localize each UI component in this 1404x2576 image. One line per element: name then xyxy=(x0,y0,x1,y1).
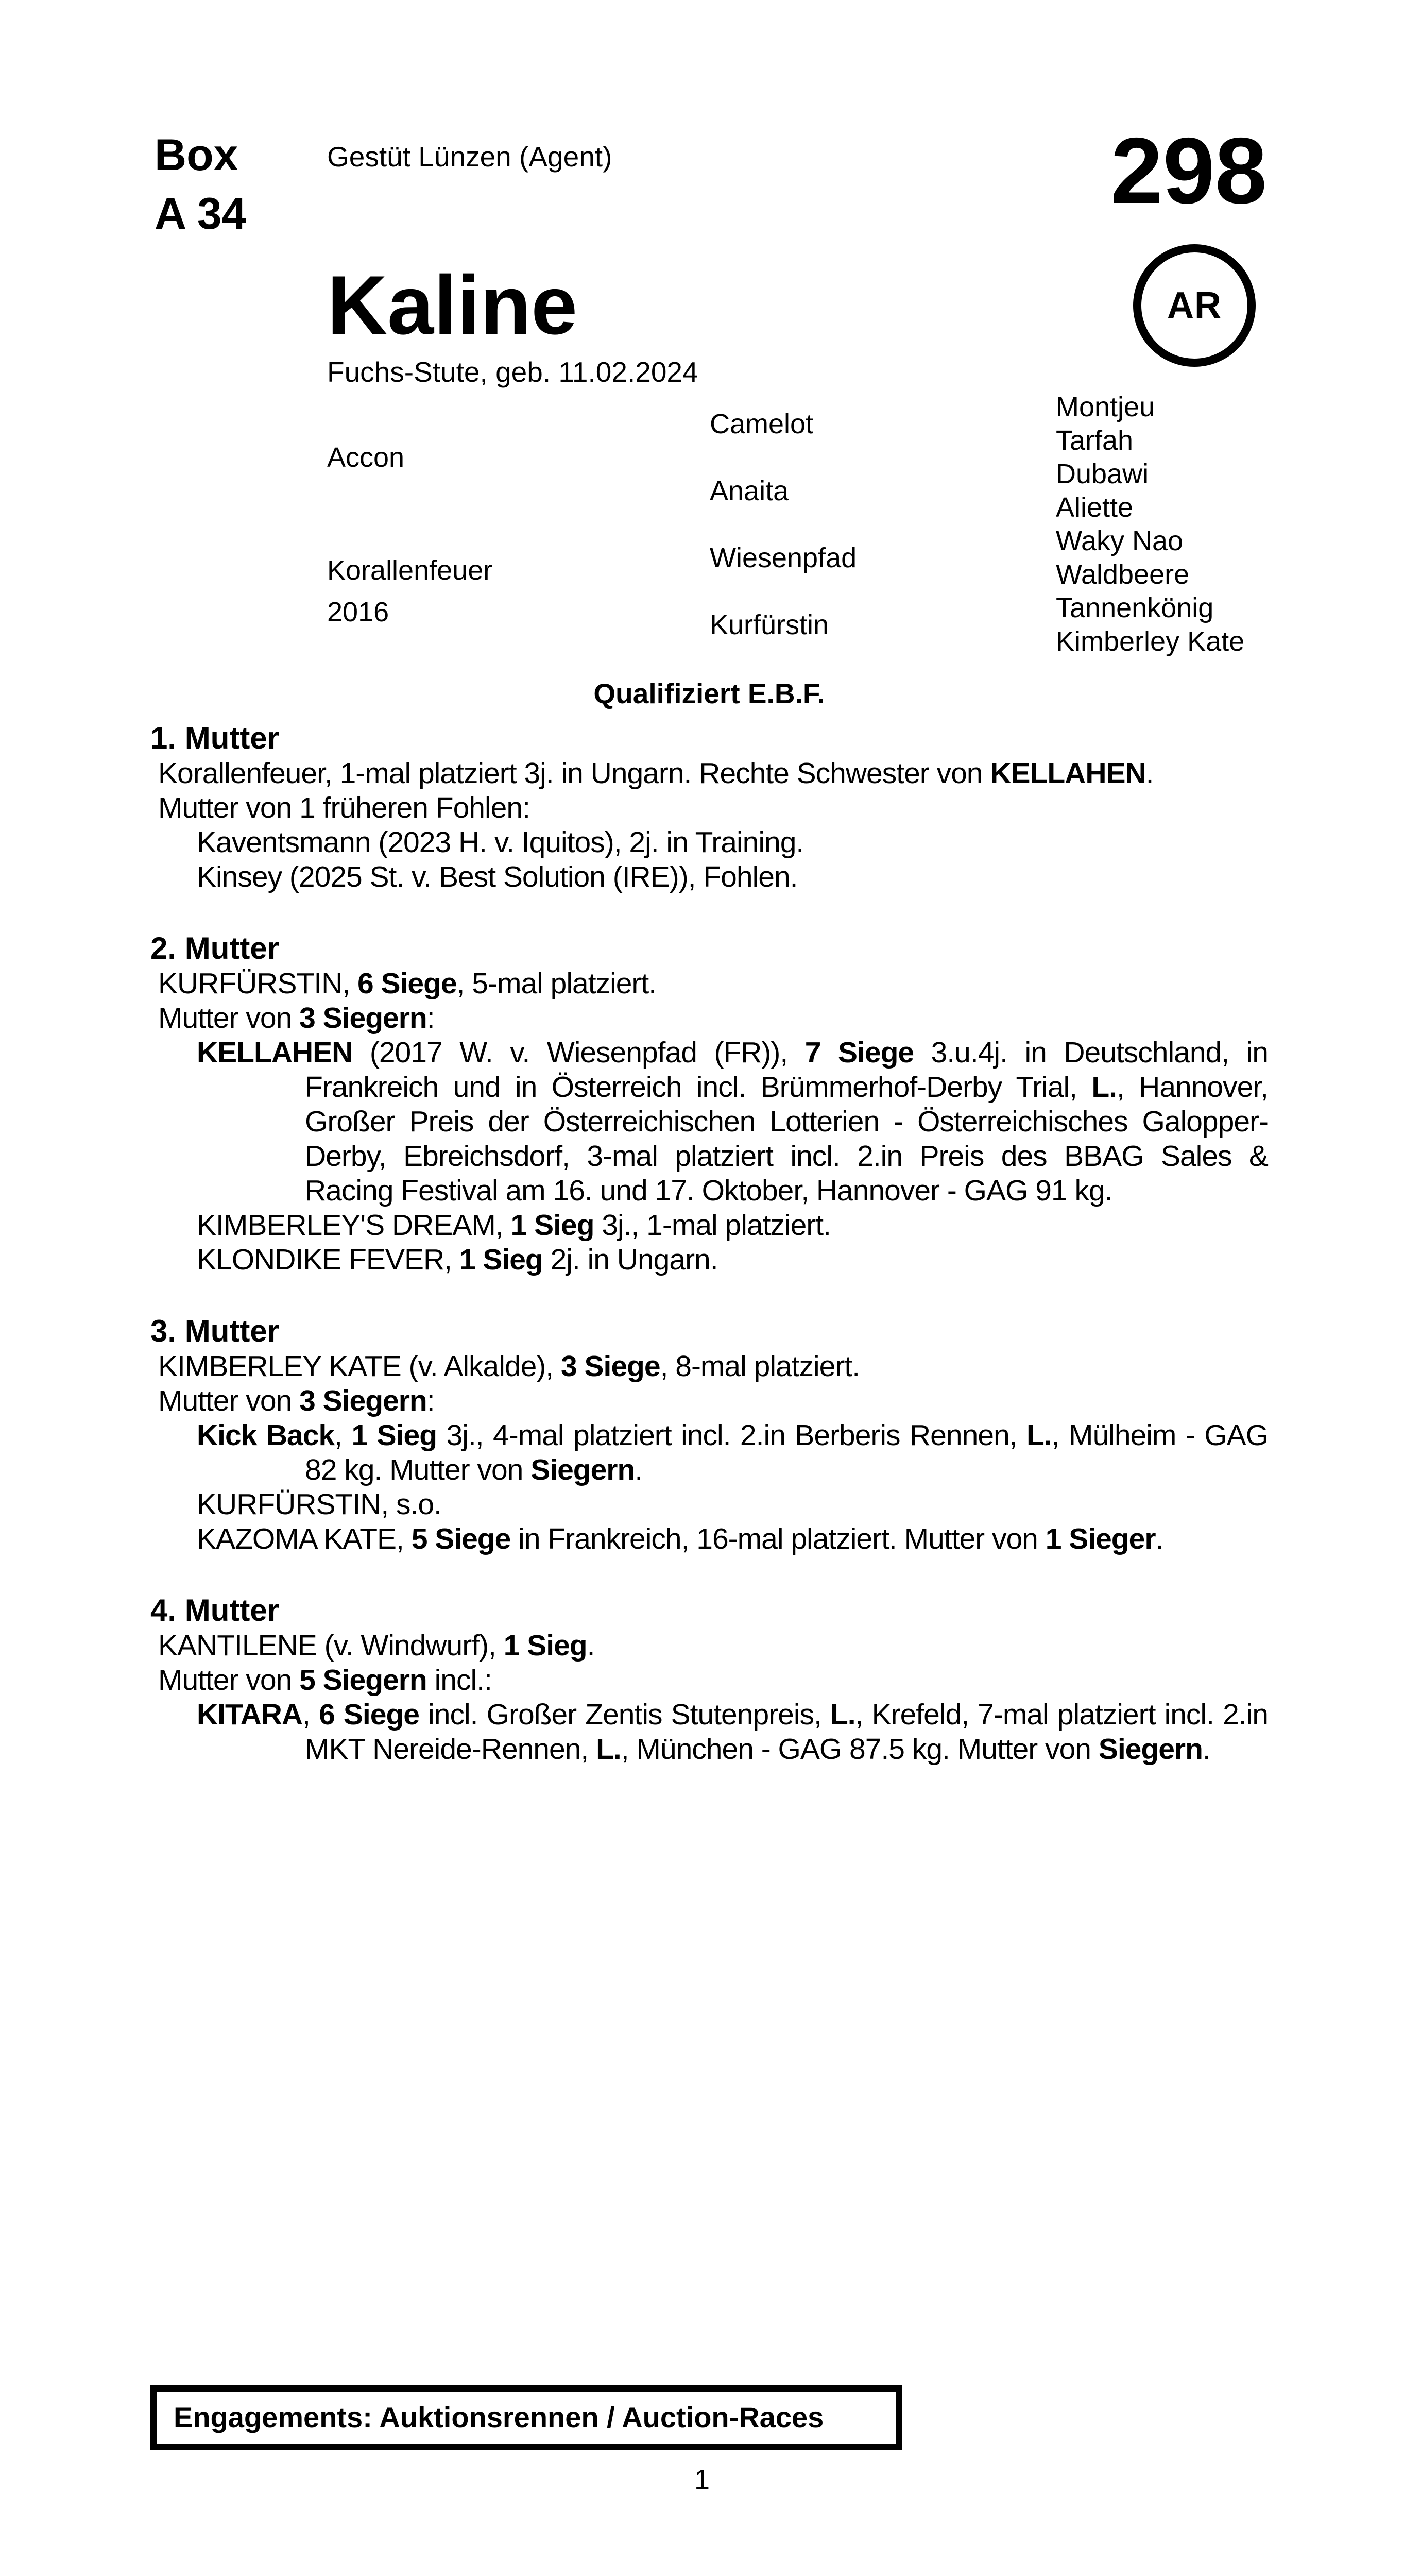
section-paragraph xyxy=(150,1384,1268,1418)
body-text: : xyxy=(426,1384,435,1417)
horse-details: Fuchs-Stute, geb. 11.02.2024 xyxy=(327,356,698,388)
ar-badge xyxy=(1133,244,1256,367)
emphasized-text: 1 Sieg xyxy=(459,1243,543,1276)
pedigree-name: Tannenkönig xyxy=(1056,592,1214,623)
pedigree-gen3-5 xyxy=(1056,558,1270,591)
pedigree-name: Accon xyxy=(327,442,405,473)
body-text: . xyxy=(635,1453,643,1486)
body-text: KIMBERLEY'S DREAM, xyxy=(197,1209,511,1242)
section-paragraph xyxy=(150,756,1268,791)
body-text: , Mülheim - GAG 82 kg. Mutter von xyxy=(305,1419,1268,1486)
pedigree-gen3-4 xyxy=(1056,524,1270,558)
pedigree-gen2-2 xyxy=(710,524,1056,591)
emphasized-text: 1 Sieger xyxy=(1045,1522,1156,1555)
page-number: 1 xyxy=(694,2464,710,2495)
pedigree-gen2-0 xyxy=(710,391,1056,457)
pedigree-name: Waldbeere xyxy=(1056,559,1190,590)
pedigree-gen2-1 xyxy=(710,457,1056,524)
section-paragraph xyxy=(150,791,1268,825)
emphasized-text: 3 Siege xyxy=(560,1350,660,1383)
emphasized-text: L. xyxy=(596,1733,621,1766)
body-text: , München - GAG 87.5 kg. Mutter von xyxy=(621,1733,1099,1766)
body-text: Mutter von xyxy=(158,1002,300,1035)
emphasized-text: 6 Siege xyxy=(357,967,457,1000)
section-heading: 2. Mutter xyxy=(150,931,280,965)
pedigree-name: Waky Nao xyxy=(1056,526,1184,556)
emphasized-text: KELLAHEN xyxy=(990,757,1146,790)
emphasized-text: 7 Siege xyxy=(804,1036,914,1069)
section-paragraph xyxy=(150,1208,1268,1243)
pedigree-chart xyxy=(327,391,1270,658)
section-paragraph xyxy=(150,1663,1268,1698)
body-text: KURFÜRSTIN, xyxy=(158,967,357,1000)
body-text: , xyxy=(334,1419,352,1452)
pedigree-dam xyxy=(327,524,710,658)
body-text: . xyxy=(1155,1522,1163,1555)
body-text: . xyxy=(1145,757,1154,790)
pedigree-gen2-3 xyxy=(710,591,1056,658)
emphasized-text: 6 Siege xyxy=(319,1698,419,1731)
mutter-section xyxy=(150,1313,1268,1556)
body-text: 2j. in Ungarn. xyxy=(542,1243,718,1276)
section-paragraph xyxy=(150,967,1268,1001)
box-number: A 34 xyxy=(155,189,247,239)
mutter-section xyxy=(150,720,1268,894)
emphasized-text: 1 Sieg xyxy=(351,1419,437,1452)
emphasized-text: KITARA xyxy=(197,1698,303,1731)
body-text: in Frankreich, 16-mal platziert. Mutter von xyxy=(510,1522,1046,1555)
section-paragraph xyxy=(150,1522,1268,1556)
section-paragraph xyxy=(150,1036,1268,1208)
body-text: . xyxy=(1202,1733,1210,1766)
emphasized-text: 5 Siegern xyxy=(299,1664,427,1697)
pedigree-gen3-3 xyxy=(1056,491,1270,524)
emphasized-text: L. xyxy=(1091,1071,1117,1104)
emphasized-text: 3 Siegern xyxy=(299,1384,427,1417)
emphasized-text: L. xyxy=(830,1698,855,1731)
emphasized-text: 1 Sieg xyxy=(510,1209,594,1242)
pedigree-name: Kurfürstin xyxy=(710,609,829,640)
body-text: , xyxy=(302,1698,319,1731)
mutter-section xyxy=(150,1592,1268,1767)
pedigree-name: Kimberley Kate xyxy=(1056,626,1245,657)
pedigree-gen3-2 xyxy=(1056,457,1270,491)
pedigree-name: 2016 xyxy=(327,597,389,628)
emphasized-text: KELLAHEN xyxy=(197,1036,353,1069)
body-text: . xyxy=(587,1629,595,1662)
section-paragraph xyxy=(150,1418,1268,1487)
ar-badge-label: AR xyxy=(1167,285,1222,326)
emphasized-text: Siegern xyxy=(1098,1733,1203,1766)
box-label: Box xyxy=(155,130,238,180)
section-paragraph xyxy=(150,825,1268,860)
body-text: Kinsey (2025 St. v. Best Solution (IRE)), Fohlen. xyxy=(197,860,798,893)
section-paragraph xyxy=(150,1629,1268,1663)
pedigree-name: Wiesenpfad xyxy=(710,542,857,573)
pedigree-name: Dubawi xyxy=(1056,459,1149,489)
body-text: , 5-mal platziert. xyxy=(456,967,657,1000)
body-text: KANTILENE (v. Windwurf), xyxy=(158,1629,504,1662)
body-text: 3j., 4-mal platziert incl. 2.in Berberis Rennen, xyxy=(437,1419,1026,1452)
pedigree-name: Camelot xyxy=(710,408,814,439)
section-heading: 1. Mutter xyxy=(150,721,280,755)
body-text: : xyxy=(426,1002,435,1035)
pedigree-name: Korallenfeuer xyxy=(327,555,493,586)
body-text: KAZOMA KATE, xyxy=(197,1522,412,1555)
section-paragraph xyxy=(150,1243,1268,1277)
body-text: Mutter von xyxy=(158,1664,300,1697)
pedigree-name: Aliette xyxy=(1056,492,1134,523)
emphasized-text: L. xyxy=(1026,1419,1052,1452)
body-text: , Hannover, Großer Preis der Österreichischen Lotterien - Österreichisches Galopper-Derby, Ebreichsdorf, 3-mal platziert incl. 2.in Preis des BBAG Sales & Racing Festival am 16. und 17. Oktober, Hannover - GAG 91 kg. xyxy=(305,1071,1268,1207)
pedigree-gen3-6 xyxy=(1056,591,1270,625)
pedigree-name: Montjeu xyxy=(1056,392,1155,422)
pedigree-gen3-7 xyxy=(1056,625,1270,658)
pedigree-gen3-1 xyxy=(1056,424,1270,457)
body-text: Kaventsmann (2023 H. v. Iquitos), 2j. in Training. xyxy=(197,826,804,859)
section-paragraph xyxy=(150,1698,1268,1767)
pedigree-name: Tarfah xyxy=(1056,425,1134,456)
body-text: (2017 W. v. Wiesenpfad (FR)), xyxy=(352,1036,805,1069)
consignor-name: Gestüt Lünzen (Agent) xyxy=(327,141,612,173)
body-text: 3j., 1-mal platziert. xyxy=(594,1209,831,1242)
body-text: , Krefeld, 7-mal platziert incl. 2.in MKT Nereide-Rennen, xyxy=(305,1698,1268,1766)
section-paragraph xyxy=(150,860,1268,894)
body-text: Mutter von xyxy=(158,1384,300,1417)
pedigree-name: Anaita xyxy=(710,475,789,506)
engagements-box xyxy=(150,2385,902,2450)
emphasized-text: Kick Back xyxy=(197,1419,335,1452)
emphasized-text: 1 Sieg xyxy=(503,1629,587,1662)
section-paragraph xyxy=(150,1001,1268,1036)
mutter-section xyxy=(150,930,1268,1277)
body-text: incl.: xyxy=(426,1664,492,1697)
pedigree-gen3-0 xyxy=(1056,391,1270,424)
body-text: Korallenfeuer, 1-mal platziert 3j. in Ungarn. Rechte Schwester von xyxy=(158,757,990,790)
section-heading: 4. Mutter xyxy=(150,1593,280,1628)
lot-number: 298 xyxy=(1110,118,1267,223)
body-text: KURFÜRSTIN, s.o. xyxy=(197,1488,441,1521)
section-heading: 3. Mutter xyxy=(150,1314,280,1348)
section-paragraph xyxy=(150,1349,1268,1384)
body-text: , 8-mal platziert. xyxy=(660,1350,860,1383)
section-paragraph xyxy=(150,1487,1268,1522)
pedigree-sire xyxy=(327,391,710,524)
body-text: 3.u.4j. in Deutschland, in Frankreich und in Österreich incl. Brümmerhof-Derby Trial, xyxy=(305,1036,1268,1104)
qualification-note: Qualifiziert E.B.F. xyxy=(593,677,825,709)
emphasized-text: Siegern xyxy=(530,1453,635,1486)
body-text: incl. Großer Zentis Stutenpreis, xyxy=(419,1698,830,1731)
emphasized-text: 5 Siege xyxy=(411,1522,511,1555)
engagements-label: Engagements: Auktionsrennen / Auction-Races xyxy=(174,2401,824,2433)
body-text: Mutter von 1 früheren Fohlen: xyxy=(158,791,530,824)
horse-name: Kaline xyxy=(327,259,578,352)
body-text: KLONDIKE FEVER, xyxy=(197,1243,459,1276)
sections xyxy=(150,720,1268,1767)
body-text: KIMBERLEY KATE (v. Alkalde), xyxy=(158,1350,561,1383)
emphasized-text: 3 Siegern xyxy=(299,1002,427,1035)
